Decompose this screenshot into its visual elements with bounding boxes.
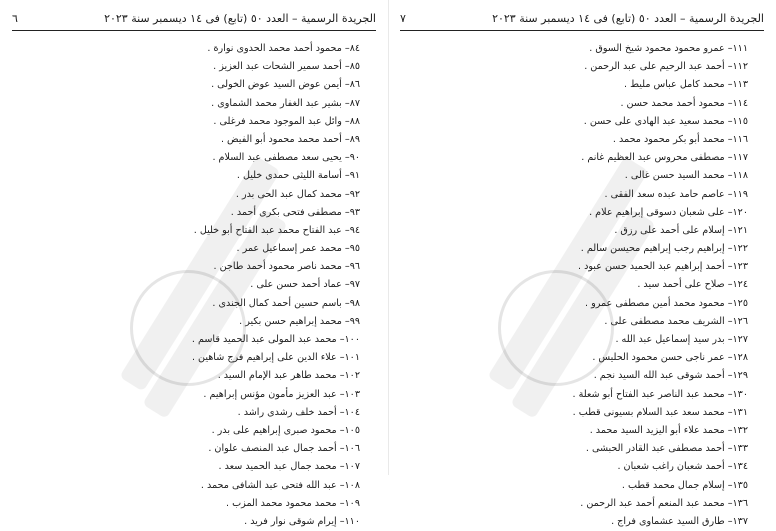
list-item: ١٢٤– صلاح على أحمد سيد . [637, 279, 748, 291]
list-item: ١٠٢– محمد طاهر عبد الإمام السيد . [217, 370, 360, 382]
list-item: ٩٤– عبد الفتاح محمد عبد الفتاح أبو خليل . [193, 224, 360, 236]
list-item: ٩٣– مصطفى فتحى بكرى أحمد . [230, 206, 360, 218]
list-item: ١٣٦– محمد عبد المنعم أحمد عبد الرحمن . [580, 497, 748, 509]
list-item: ١١٧– مصطفى محروس عبد العظيم غانم . [581, 152, 748, 164]
list-item: ١١٠– إيرام شوقى نوار فريد . [244, 515, 360, 527]
list-item: ٨٨– وائل عبد الموجود محمد فرغلى . [213, 115, 360, 127]
list-item: ١٣٣– أحمد مصطفى عبد القادر الحبشى . [585, 443, 748, 455]
list-item: ١٠٦– أحمد جمال عبد المنصف علوان . [208, 443, 360, 455]
left-page-header [12, 8, 376, 31]
list-item: ١٢١– إسلام على أحمد على رزق . [614, 224, 748, 236]
list-item: ٩١– أسامة الليثى حمدى خليل . [236, 170, 360, 182]
list-item: ١١٦– محمد أبو بكر محمود محمد . [612, 133, 748, 145]
list-item: ٩٧– عماد أحمد حسن على . [250, 279, 360, 291]
list-item: ٨٦– أيمن عوض السيد عوض الخولى . [211, 79, 360, 91]
list-item: ١١٩– عاصم حامد عبده سعد الفقى . [604, 188, 748, 200]
list-item: ١٣٥– إسلام جمال محمد قطب . [621, 479, 748, 491]
right-page-number: ٧ [400, 12, 406, 25]
list-item: ٨٥– أحمد سمير الشحات عبد العزيز . [213, 61, 360, 73]
list-item: ٨٧– بشير عبد الغفار محمد الشماوى . [211, 97, 360, 109]
list-item: ١٢٠– على شعبان دسوقى إبراهيم علام . [589, 206, 748, 218]
list-item: ١١٨– محمد السيد حسن غالى . [624, 170, 748, 182]
right-header-title: الجريدة الرسمية – العدد ٥٠ (تابع) فى ١٤ ديسمبر سنة ٢٠٢٣ [492, 12, 764, 25]
list-item: ١٠٠– محمد عبد المولى عبد الحميد قاسم . [191, 334, 360, 345]
list-item: ٨٩– أحمد محمد محمود أبو الفيض . [220, 133, 360, 145]
list-item: ١١٤– محمود أحمد محمد حسن . [620, 97, 748, 109]
right-page-header [400, 8, 764, 31]
list-item: ٩٢– محمد كمال عبد الحى بدر . [235, 188, 360, 200]
list-item: ١٢٨– عمر ناجى حسن محمود الحليس . [592, 352, 748, 364]
list-item: ١٠٧– محمد جمال عبد الحميد سعد . [218, 461, 360, 473]
list-item: ١٠٣– عبد العزيز مأمون مؤنس إبراهيم . [203, 388, 360, 400]
left-page-number: ٦ [12, 12, 18, 25]
left-name-list [30, 40, 360, 531]
list-item: ١١٣– محمد كامل عباس مليط . [624, 79, 748, 91]
list-item: ١٢٩– أحمد شوقى عبد الله السيد نجم . [593, 370, 748, 382]
right-name-list [418, 40, 748, 531]
list-item: ١٣٠– محمد عبد الناصر عبد الفتاح أبو شعلة . [572, 388, 748, 400]
list-item: ١٠٨– عبد الله فتحى عبد الشافى محمد . [200, 479, 360, 491]
list-item: ١٢٧– بدر سيد إسماعيل عبد الله . [615, 334, 748, 345]
list-item: ١٠٤– أحمد خلف رشدى راشد . [237, 406, 360, 418]
list-item: ٩٨– باسم حسين أحمد كمال الجندى . [212, 297, 360, 309]
list-item: ٩٥– محمد عمر إسماعيل عمر . [236, 243, 360, 255]
right-page [388, 0, 776, 527]
left-header-title: الجريدة الرسمية – العدد ٥٠ (تابع) فى ١٤ ديسمبر سنة ٢٠٢٣ [104, 12, 376, 25]
left-page [0, 0, 388, 527]
list-item: ٩٦– محمد ناصر محمود أحمد طاجن . [213, 261, 360, 273]
list-item: ٩٠– يحيى سعد مصطفى عبد السلام . [212, 152, 360, 164]
list-item: ١٢٥– محمود محمد أمين مصطفى عمرو . [584, 297, 748, 309]
list-item: ١٠٥– محمود صبرى إبراهيم على بدر . [211, 424, 360, 436]
list-item: ١١٢– أحمد عبد الرحيم على عبد الرحمن . [584, 61, 748, 73]
list-item: ١١١– عمرو محمود محمود شيخ السوق . [589, 43, 748, 54]
list-item: ١٢٣– أحمد إبراهيم عبد الحميد حسن عبود . [577, 261, 748, 273]
list-item: ١٣٢– محمد علاء أبو اليزيد السيد محمد . [589, 424, 748, 436]
list-item: ١٠٩– محمد محمود محمد المزب . [226, 497, 360, 509]
list-item: ٨٤– محمود أحمد محمد الحدوى نوارة . [207, 43, 360, 54]
list-item: ١٠١– علاء الدين على إبراهيم فرج شاهين . [191, 352, 360, 364]
list-item: ١١٥– محمد سعيد عبد الهادى على حسن . [583, 115, 748, 127]
list-item: ١٣٤– أحمد شعبان راغب شعبان . [617, 461, 748, 473]
list-item: ٩٩– محمد إبراهيم حسن بكير . [239, 315, 360, 327]
list-item: ١٢٦– الشريف محمد مصطفى على . [604, 315, 748, 327]
list-item: ١٣٧– طارق السيد عشماوى فراج . [611, 515, 748, 527]
list-item: ١٣١– محمد سعد عبد السلام بسيونى قطب . [572, 406, 748, 418]
list-item: ١٢٢– إبراهيم رجب إبراهيم محيسن سالم . [580, 243, 748, 255]
